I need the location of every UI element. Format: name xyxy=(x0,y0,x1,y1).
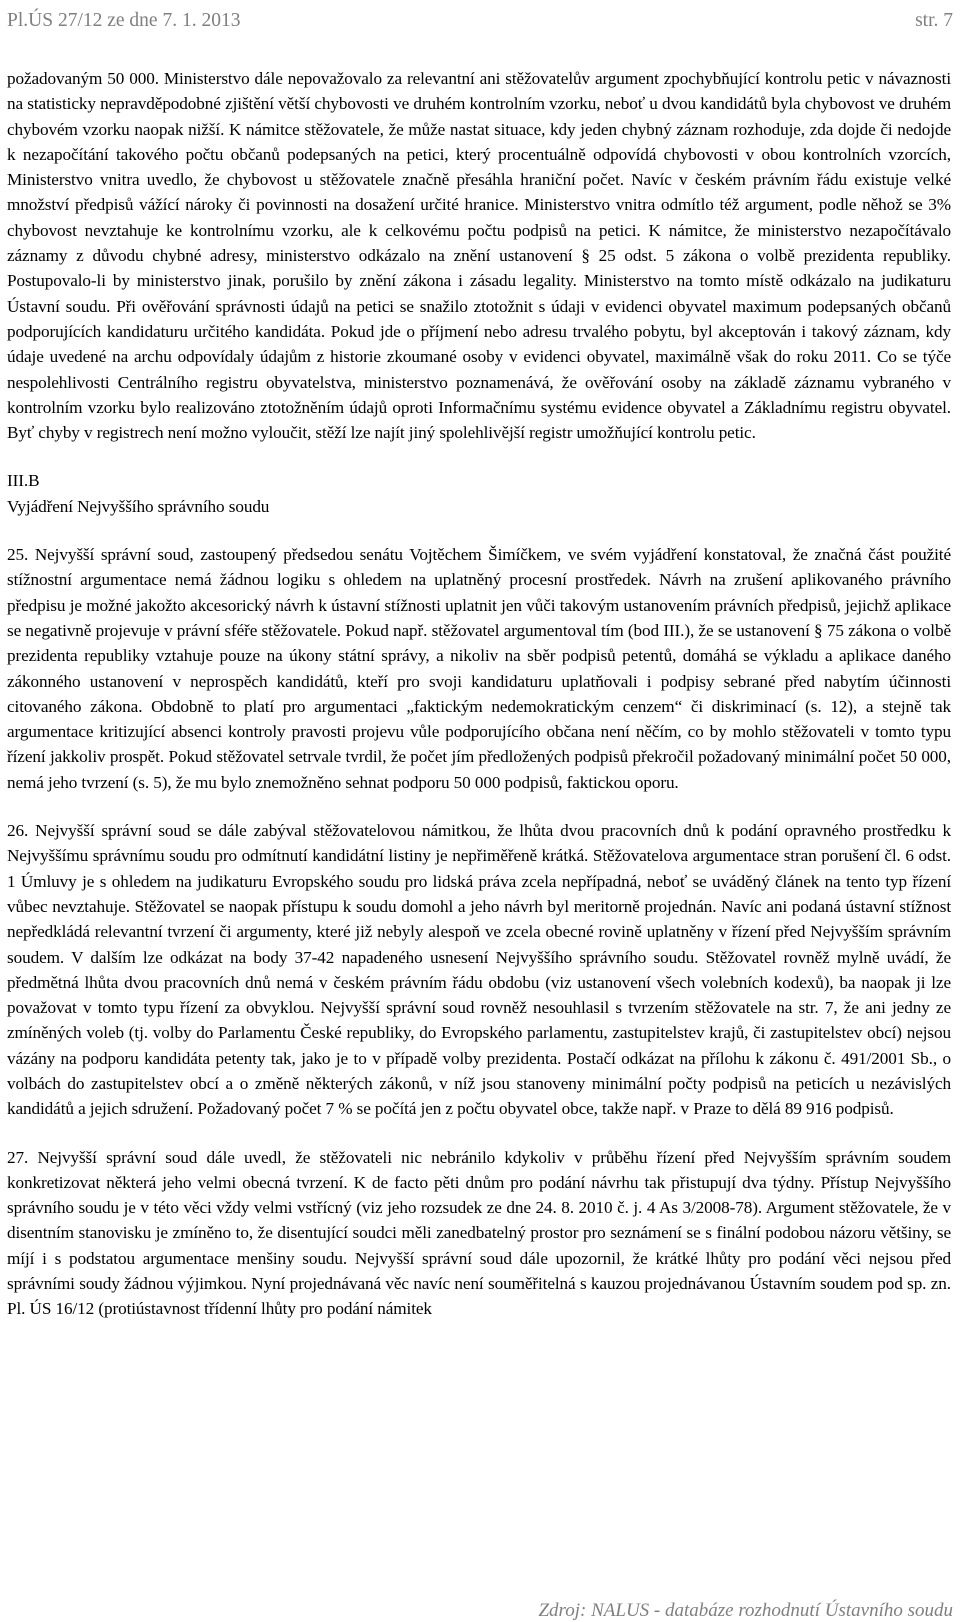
case-reference: Pl.ÚS 27/12 ze dne 7. 1. 2013 xyxy=(7,10,241,31)
paragraph-27: 27. Nejvyšší správní soud dále uvedl, že stěžovateli nic nebránilo kdykoliv v průběhu řízení před Nejvyšším správním soudem konkretizovat některá jeho velmi obecná tvrzení. K de facto pěti dnům pro podání návrhu tak přistupují dva týdny. Přístup Nejvyššího správního soudu je v této věci vždy velmi vstřícný (viz jeho rozsudek ze dne 24. 8. 2010 č. j. 4 As 3/2008-78). Argument stěžovatele, že v disentním stanovisku je zmíněno to, že disentující soudci měli zanedbatelný prostor pro seznámení se s finální podobou názoru většiny, se míjí i s podstatou argumentace menšiny soudu. Nejvyšší správní soud dále upozornil, že krátké lhůty pro podání věci nejsou před správními soudy žádnou výjimkou. Nyní projednávaná věc navíc není souměřitelná s kauzou projednávanou Ústavním soudem pod sp. zn. Pl. ÚS 16/12 (protiústavnost třídenní lhůty pro podání námitek xyxy=(7,1147,951,1319)
page-footer: Zdroj: NALUS - databáze rozhodnutí Ústavního soudu xyxy=(538,1600,953,1621)
page-number: str. 7 xyxy=(915,10,953,31)
document-body xyxy=(7,66,951,1322)
page-header xyxy=(7,6,953,36)
section-title: Vyjádření Nejvyššího správního soudu xyxy=(7,496,270,516)
paragraph-26: 26. Nejvyšší správní soud se dále zabýval stěžovatelovou námitkou, že lhůta dvou pracovních dnů k podání opravného prostředku k Nejvyššímu správnímu soudu pro odmítnutí kandidátní listiny je nepřiměřeně krátká. Stěžovatelova argumentace stran porušení čl. 6 odst. 1 Úmluvy je s ohledem na judikaturu Evropského soudu pro lidská práva zcela nepřípadná, neboť se uváděný článek na tento typ řízení vůbec nevztahuje. Stěžovatel se naopak přístupu k soudu domohl a jeho návrh byl meritorně projednán. Navíc ani podaná ústavní stížnost nepředkládá relevantní tvrzení či argumenty, které již nebyly alespoň ve zcela obecné rovině uplatněny v řízení před Nejvyšším správním soudem. V dalším lze odkázat na body 37-42 napadeného usnesení Nejvyššího správního soudu. Stěžovatel rovněž mylně uvádí, že předmětná lhůta dvou pracovních dnů nemá v českém právním řádu obdobu (viz ustanovení všech volebních kodexů), ba naopak ji lze považovat v tomto typu řízení za obvyklou. Nejvyšší správní soud rovněž nesouhlasil s tvrzením stěžovatele na str. 7, že ani jedny ze zmíněných voleb (tj. volby do Parlamentu České republiky, do Evropského parlamentu, zastupitelstev krajů, či zastupitelstev obcí) nejsou vázány na podporu kandidáta petenty tak, jako je to v případě volby prezidenta. Postačí odkázat na přílohu k zákonu č. 491/2001 Sb., o volbách do zastupitelstev obcí a o změně některých zákonů, v níž jsou stanoveny minimální počty podpisů na peticích u nezávislých kandidátů a jejich sdružení. Požadovaný počet 7 % se počítá jen z počtu obyvatel obce, takže např. v Praze to dělá 89 916 podpisů. xyxy=(7,821,951,1119)
paragraph-25: 25. Nejvyšší správní soud, zastoupený předsedou senátu Vojtěchem Šimíčkem, ve svém vyjádření konstatoval, že značná část použité stížnostní argumentace nemá žádnou logiku s ohledem na uplatněný procesní prostředek. Návrh na zrušení aplikovaného právního předpisu je možné jakožto akcesorický návrh k ústavní stížnosti uplatnit jen vůči takovým ustanovením právních předpisů, jejichž aplikace se negativně projevuje v právní sféře stěžovatele. Pokud např. stěžovatel argumentoval tím (bod III.), že se ustanovení § 75 zákona o volbě prezidenta republiky vztahuje pouze na úkony státní správy, a nikoliv na sběr podpisů petentů, domáhá se výkladu a aplikace daného zákonného ustanovení v neprospěch kandidátů, kteří pro svoji kandidaturu uplatňovali i podpisy sebrané před nabytím účinnosti citovaného zákona. Obdobně to platí pro argumentaci „faktickým nedemokratickým cenzem“ či diskriminací (s. 12), a stejně tak argumentace kritizující absenci kontroly pravosti projevu vůle podporujícího občana není něčím, co by mohlo stěžovateli v tomto typu řízení jakkoliv prospět. Pokud stěžovatel setrvale tvrdil, že počet jím předložených podpisů překročil požadovaný minimální počet 50 000, nemá jeho tvrzení (s. 5), že mu bylo znemožněno sehnat podporu 50 000 podpisů, faktickou oporu. xyxy=(7,545,951,792)
paragraph-continuation: požadovaným 50 000. Ministerstvo dále nepovažovalo za relevantní ani stěžovatelův argument zpochybňující kontrolu petic v návaznosti na statisticky nepravděpodobné zjištění větší chybovosti ve druhém kontrolním vzorku, neboť u dvou kandidátů byla chybovost ve druhém chybovém vzorku naopak nižší. K námitce stěžovatele, že může nastat situace, kdy jeden chybný záznam rozhoduje, zda dojde či nedojde k nezapočítání takového počtu občanů podepsaných na petici, který procentuálně odpovídá chybovosti v obou kontrolních vzorcích, Ministerstvo vnitra uvedlo, že chybovost u stěžovatele značně přesáhla hraniční počet. Navíc v českém právním řádu existuje velké množství předpisů vážící nároky či povinnosti na dosažení určité hranice. Ministerstvo vnitra odmítlo též argument, podle něhož se 3% chybovost nevztahuje ke kontrolnímu vzorku, ale k celkovému počtu podpisů na petici. K námitce, že ministerstvo nezapočítávalo záznamy z důvodu chybné adresy, ministerstvo odkázalo na znění ustanovení § 25 odst. 5 zákona o volbě prezidenta republiky. Postupovalo-li by ministerstvo jinak, porušilo by znění zákona i zásadu legality. Ministerstvo na tomto místě odkázalo na judikaturu Ústavní soudu. Při ověřování správnosti údajů na petici se snažilo ztotožnit s údaji v evidenci obyvatel maximum podepsaných občanů podporujících kandidaturu určitého kandidáta. Pokud jde o příjmení nebo adresu trvalého pobytu, byl akceptován i takový záznam, kdy údaje uvedené na archu odpovídaly údajům z historie zkoumané osoby v evidenci obyvatel, maximálně však do roku 2011. Co se týče nespolehlivosti Centrálního registru obyvatelstva, ministerstvo poznamenává, že ověřování osoby na základě záznamu vybraného v kontrolním vzorku bylo realizováno ztotožněním údajů oproti Informačnímu systému evidence obyvatel a Základnímu registru obyvatel. Byť chyby v registrech není možno vyloučit, stěží lze najít jiný spolehlivější registr umožňující kontrolu petic. xyxy=(7,69,951,443)
section-number: III.B xyxy=(7,471,40,491)
